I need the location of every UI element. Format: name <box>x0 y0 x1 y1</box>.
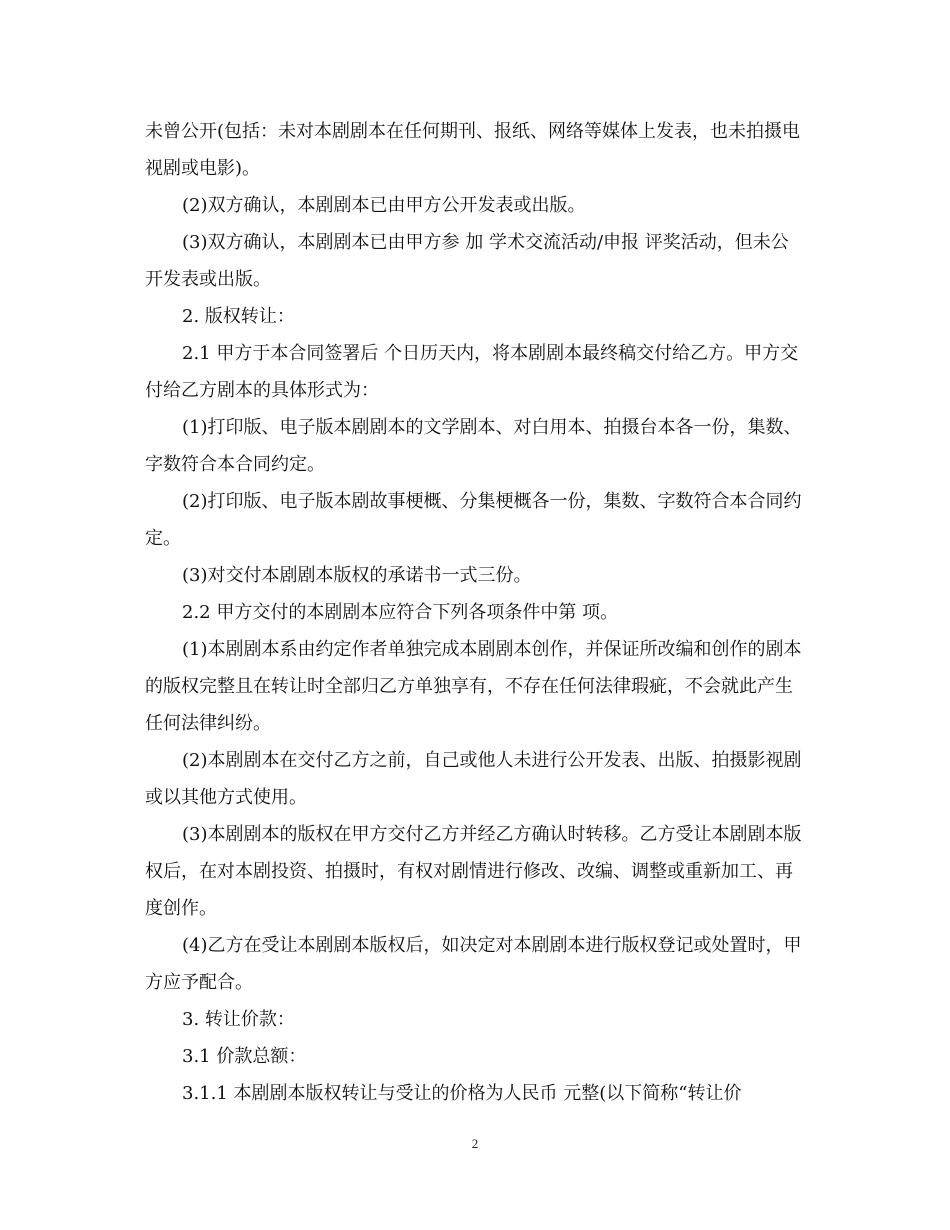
paragraph-clause-2-2-2: (2)本剧剧本在交付乙方之前，自己或他人未进行公开发表、出版、拍摄影视剧或以其他方式使用。 <box>145 750 802 808</box>
paragraph-clause-1-2: (2)双方确认，本剧剧本已由甲方公开发表或出版。 <box>182 195 586 216</box>
paragraph-clause-3-1: 3.1 价款总额： <box>182 1046 307 1067</box>
paragraph-clause-2-2-4: (4)乙方在受让本剧剧本版权后，如决定对本剧剧本进行版权登记或处置时，甲方应予配合。 <box>145 935 802 993</box>
paragraph-clause-2-2: 2.2 甲方交付的本剧剧本应符合下列各项条件中第 项。 <box>182 602 619 623</box>
paragraph-clause-2-1-3: (3)对交付本剧剧本版权的承诺书一式三份。 <box>182 565 532 586</box>
paragraph-clause-2-2-1: (1)本剧剧本系由约定作者单独完成本剧剧本创作，并保证所改编和创作的剧本的版权完整且在转让时全部归乙方单独享有，不存在任何法律瑕疵，不会就此产生任何法律纠纷。 <box>145 639 802 734</box>
paragraph-continuation: 未曾公开(包括：未对本剧剧本在任何期刊、报纸、网络等媒体上发表，也未拍摄电视剧或电影)。 <box>145 121 801 179</box>
page-number: 2 <box>471 1136 479 1151</box>
paragraph-clause-2-1: 2.1 甲方于本合同签署后 个日历天内，将本剧剧本最终稿交付给乙方。甲方交付给乙方剧本的具体形式为： <box>145 343 799 401</box>
section-heading-copyright-transfer: 2. 版权转让： <box>182 306 295 327</box>
paragraph-clause-3-1-1: 3.1.1 本剧剧本版权转让与受让的价格为人民币 元整(以下简称“转让价 <box>182 1083 742 1104</box>
paragraph-clause-2-1-2: (2)打印版、电子版本剧故事梗概、分集梗概各一份，集数、字数符合本合同约定。 <box>145 491 802 549</box>
paragraph-clause-2-1-1: (1)打印版、电子版本剧剧本的文学剧本、对白用本、拍摄台本各一份，集数、字数符合本合同约定。 <box>145 417 802 475</box>
paragraph-clause-2-2-3: (3)本剧剧本的版权在甲方交付乙方并经乙方确认时转移。乙方受让本剧剧本版权后，在对本剧投资、拍摄时，有权对剧情进行修改、改编、调整或重新加工、再度创作。 <box>145 824 802 919</box>
paragraph-clause-1-3: (3)双方确认，本剧剧本已由甲方参 加 学术交流活动/申报 评奖活动，但未公开发表或出版。 <box>145 232 789 290</box>
document-body <box>145 113 805 1112</box>
section-heading-transfer-price: 3. 转让价款： <box>182 1009 295 1030</box>
